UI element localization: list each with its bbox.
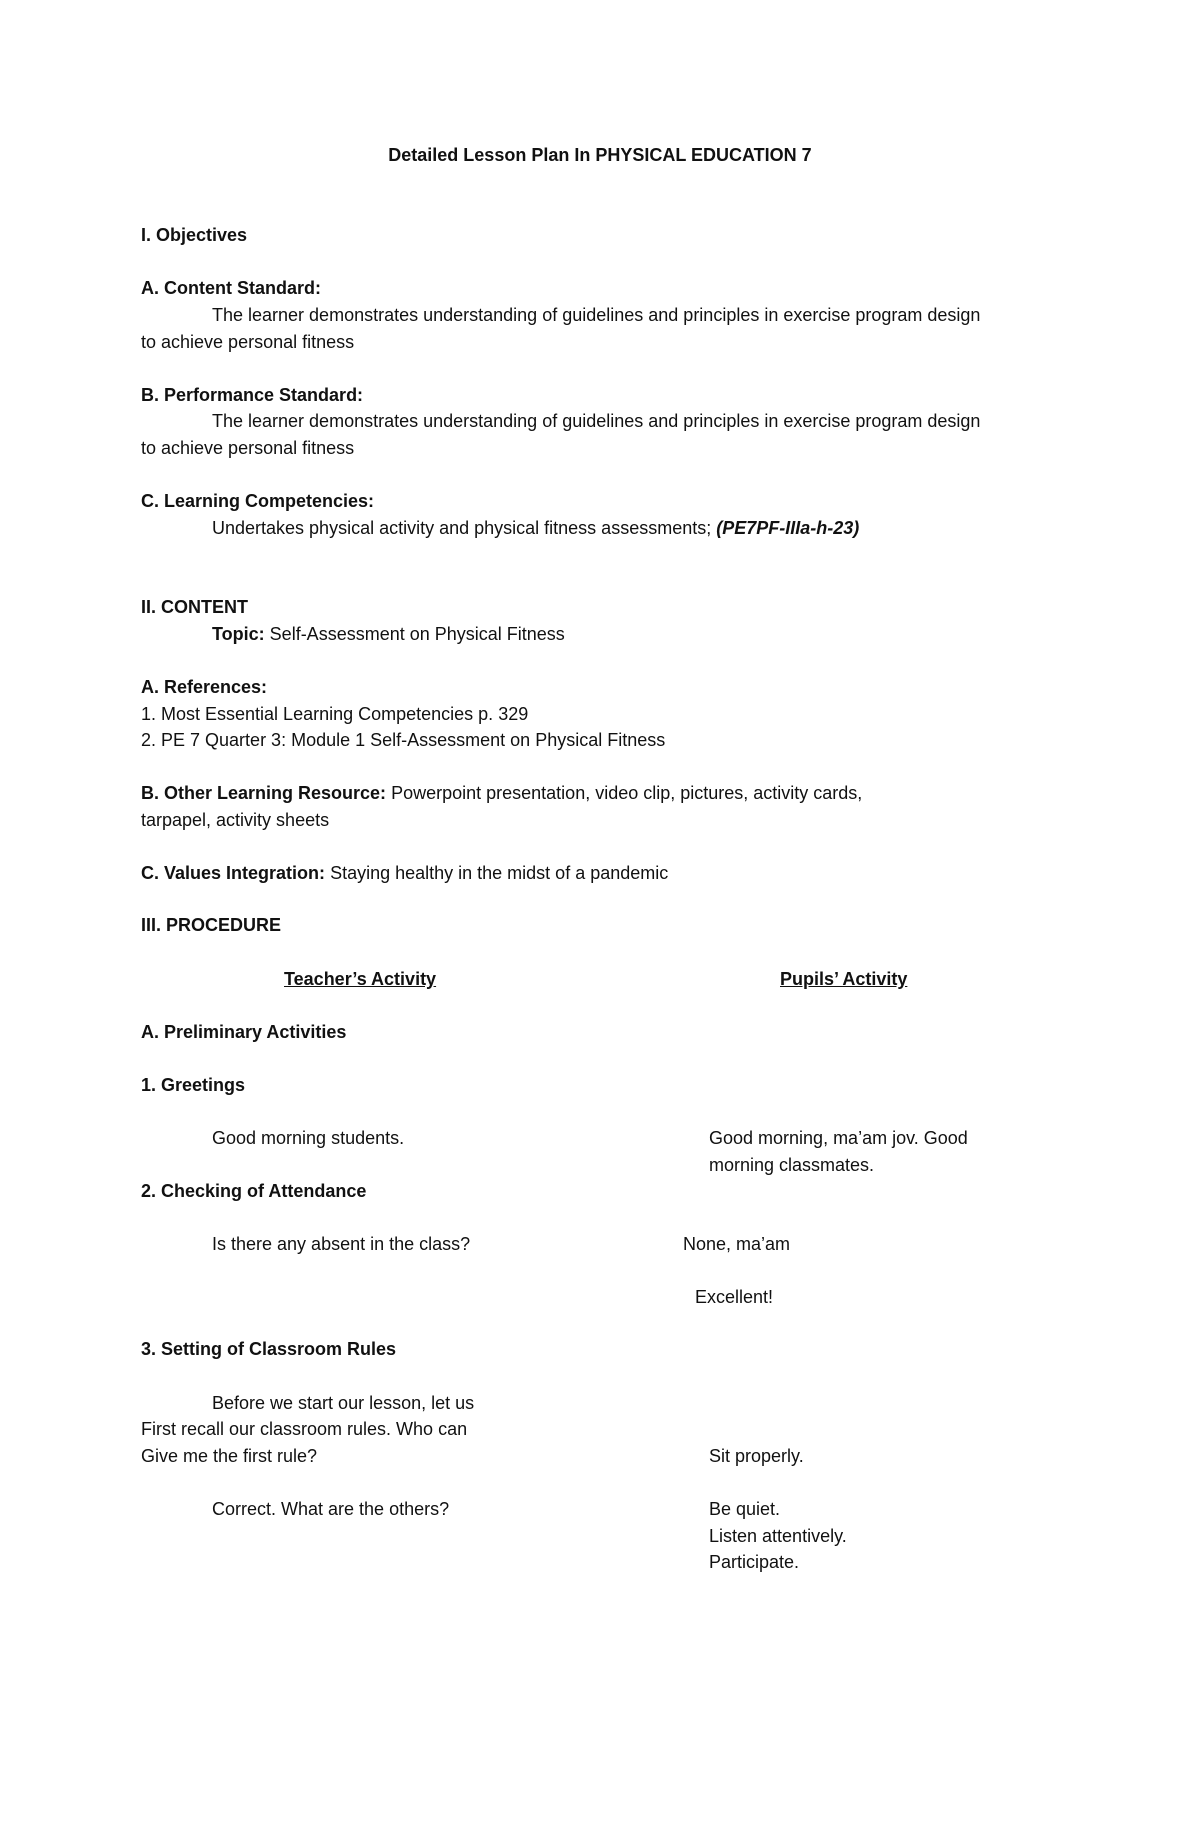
other-resource-line1 [141, 780, 862, 807]
references-label: A. References: [141, 677, 268, 697]
values-integration-label: C. Values Integration: [141, 863, 326, 883]
learning-competencies-line [212, 515, 859, 542]
procedure-heading: III. PROCEDURE [141, 915, 282, 935]
greetings-teacher: Good morning students. [212, 1128, 405, 1148]
content-standard-line1: The learner demonstrates understanding of guidelines and principles in exercise program design [212, 305, 981, 325]
rules-teacher-line1: Before we start our lesson, let us [212, 1393, 475, 1413]
rules-pupils-first: Sit properly. [709, 1446, 804, 1466]
rules-pupils-other-2: Listen attentively. [709, 1526, 847, 1546]
content-heading: II. CONTENT [141, 597, 248, 617]
values-integration-line [141, 860, 668, 887]
topic-line [212, 621, 565, 648]
attendance-teacher: Is there any absent in the class? [212, 1234, 471, 1254]
other-resource-line2: tarpapel, activity sheets [141, 810, 330, 830]
reference-item-1: 1. Most Essential Learning Competencies p. 329 [141, 704, 529, 724]
content-standard-label: A. Content Standard: [141, 278, 321, 298]
attendance-label: 2. Checking of Attendance [141, 1181, 367, 1201]
greetings-pupils-line2: morning classmates. [709, 1155, 875, 1175]
preliminary-activities: A. Preliminary Activities [141, 1022, 347, 1042]
performance-standard-label: B. Performance Standard: [141, 385, 364, 405]
reference-item-2: 2. PE 7 Quarter 3: Module 1 Self-Assessment on Physical Fitness [141, 730, 666, 750]
attendance-reply: Excellent! [695, 1287, 774, 1307]
page-title: Detailed Lesson Plan In PHYSICAL EDUCATION 7 [388, 145, 812, 165]
rules-pupils-other-3: Participate. [709, 1552, 800, 1572]
learning-competencies-label: C. Learning Competencies: [141, 491, 375, 511]
attendance-pupils: None, ma’am [683, 1234, 791, 1254]
learning-competencies-text: Undertakes physical activity and physical fitness assessments; [212, 518, 712, 538]
content-standard-line2: to achieve personal fitness [141, 332, 355, 352]
rules-teacher-line3: Give me the first rule? [141, 1446, 318, 1466]
topic-label: Topic: [212, 624, 265, 644]
other-resource-label: B. Other Learning Resource: [141, 783, 387, 803]
other-resource-value: Powerpoint presentation, video clip, pictures, activity cards, [391, 783, 863, 803]
performance-standard-line1: The learner demonstrates understanding of guidelines and principles in exercise program design [212, 411, 981, 431]
teacher-activity-header: Teacher’s Activity [284, 969, 437, 989]
greetings-pupils-line1: Good morning, ma’am jov. Good [709, 1128, 968, 1148]
performance-standard-line2: to achieve personal fitness [141, 438, 355, 458]
rules-teacher-line2: First recall our classroom rules. Who can [141, 1419, 468, 1439]
objectives-heading: I. Objectives [141, 225, 248, 245]
classroom-rules-label: 3. Setting of Classroom Rules [141, 1339, 397, 1359]
topic-value: Self-Assessment on Physical Fitness [269, 624, 565, 644]
pupils-activity-header: Pupils’ Activity [780, 969, 908, 989]
greetings-label: 1. Greetings [141, 1075, 246, 1095]
learning-competencies-code: (PE7PF-IIIa-h-23) [716, 518, 860, 538]
values-integration-value: Staying healthy in the midst of a pandemic [330, 863, 669, 883]
rules-pupils-other-1: Be quiet. [709, 1499, 781, 1519]
rules-teacher-followup: Correct. What are the others? [212, 1499, 450, 1519]
